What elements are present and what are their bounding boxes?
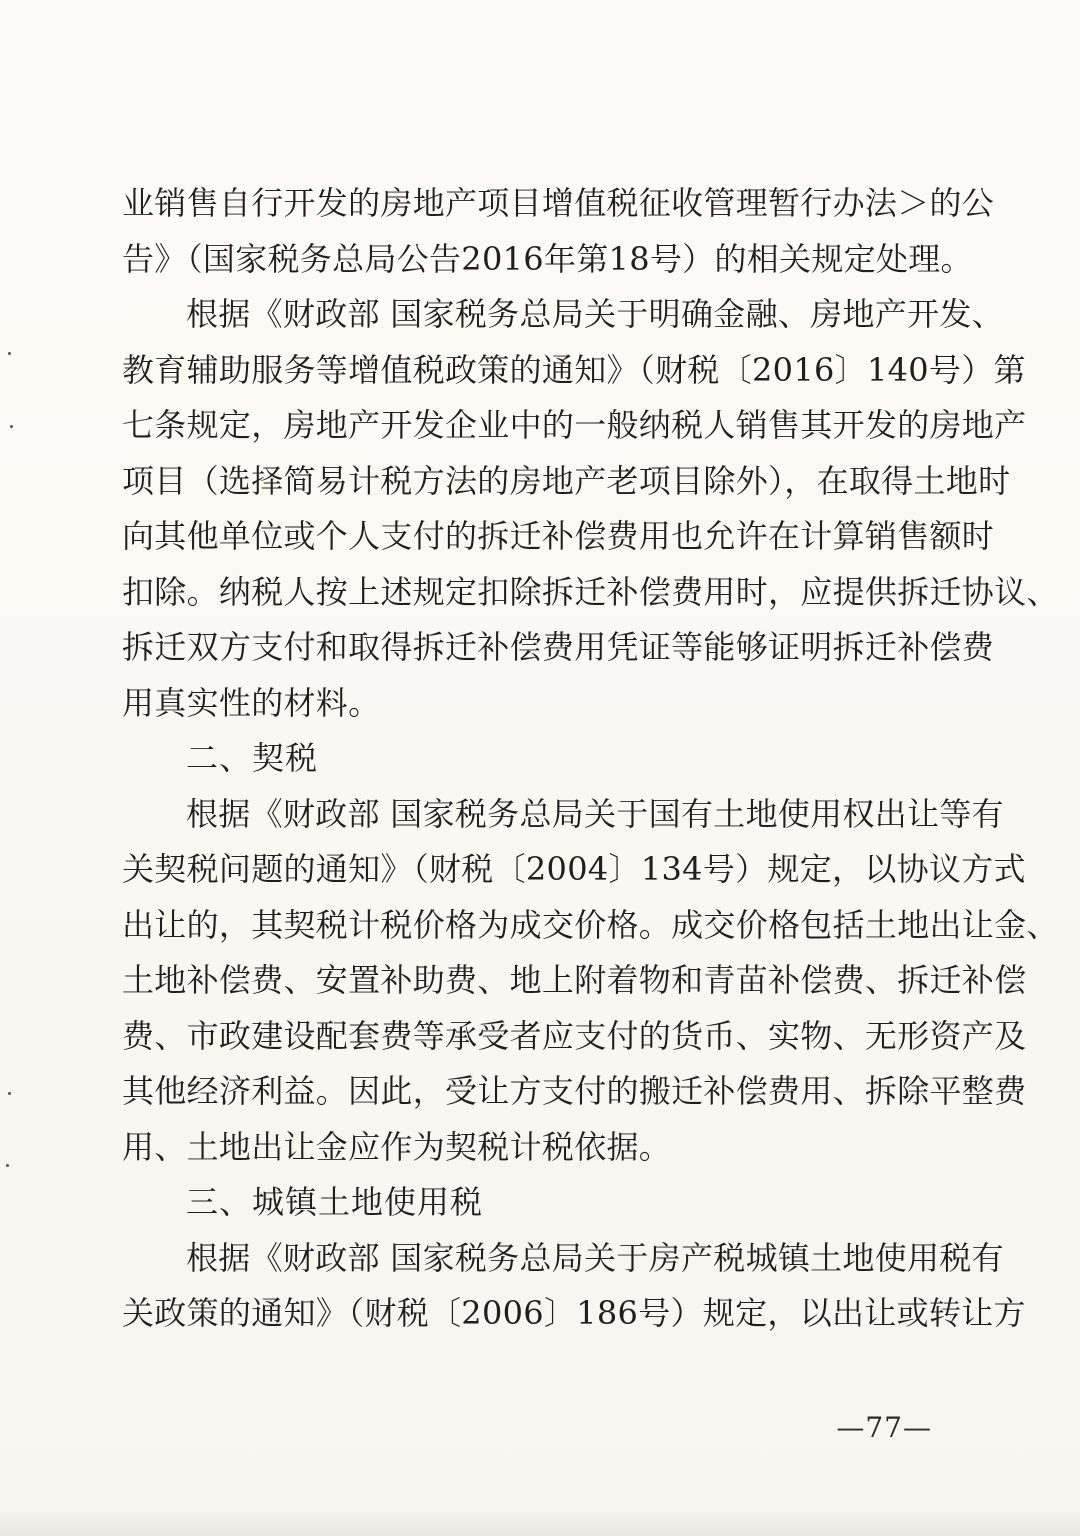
text-line-1: 业销售自行开发的房地产项目增值税征收管理暂行办法＞的公 [122, 184, 995, 222]
section-heading-deed-tax: 二、契税 [186, 739, 319, 777]
text-line-21: 关政策的通知》（财税〔2006〕186号）规定，以出让或转让方 [122, 1294, 1026, 1332]
text-line-2: 告》（国家税务总局公告2016年第18号）的相关规定处理。 [122, 239, 973, 278]
text-line-12: 根据《财政部 国家税务总局关于国有土地使用权出让等有 [186, 794, 1004, 833]
text-line-18: 用、土地出让金应作为契税计税依据。 [122, 1127, 672, 1166]
text-line-7: 向其他单位或个人支付的拆迁补偿费用也允许在计算销售额时 [122, 517, 995, 555]
text-line-9: 拆迁双方支付和取得拆迁补偿费用凭证等能够证明拆迁补偿费 [122, 628, 995, 666]
text-line-15: 土地补偿费、安置补助费、地上附着物和青苗补偿费、拆迁补偿 [122, 961, 1027, 999]
text-line-20: 根据《财政部 国家税务总局关于房产税城镇土地使用税有 [186, 1238, 1004, 1277]
text-line-8: 扣除。纳税人按上述规定扣除拆迁补偿费用时，应提供拆迁协议、 [122, 572, 1059, 611]
scan-speck [6, 1164, 9, 1167]
text-line-5: 七条规定，房地产开发企业中的一般纳税人销售其开发的房地产 [122, 406, 1027, 444]
page-bottom-edge [0, 1508, 1080, 1536]
section-heading-land-use-tax: 三、城镇土地使用税 [186, 1183, 484, 1221]
text-line-17: 其他经济利益。因此，受让方支付的搬迁补偿费用、拆除平整费 [122, 1072, 1027, 1110]
text-line-10: 用真实性的材料。 [122, 683, 381, 722]
text-line-14: 出让的，其契税计税价格为成交价格。成交价格包括土地出让金、 [122, 905, 1059, 944]
text-line-4: 教育辅助服务等增值税政策的通知》（财税〔2016〕140号）第 [122, 350, 1026, 389]
scan-speck [10, 425, 13, 428]
scan-speck [8, 1092, 11, 1095]
body-text [122, 176, 1059, 1342]
scan-speck [8, 352, 11, 355]
page-number: —77— [836, 1411, 932, 1444]
text-line-16: 费、市政建设配套费等承受者应支付的货币、实物、无形资产及 [122, 1016, 1027, 1055]
text-line-6: 项目（选择简易计税方法的房地产老项目除外），在取得土地时 [122, 461, 1011, 500]
text-line-3: 根据《财政部 国家税务总局关于明确金融、房地产开发、 [186, 295, 1004, 333]
text-line-13: 关契税问题的通知》（财税〔2004〕134号）规定，以协议方式 [122, 850, 1026, 888]
